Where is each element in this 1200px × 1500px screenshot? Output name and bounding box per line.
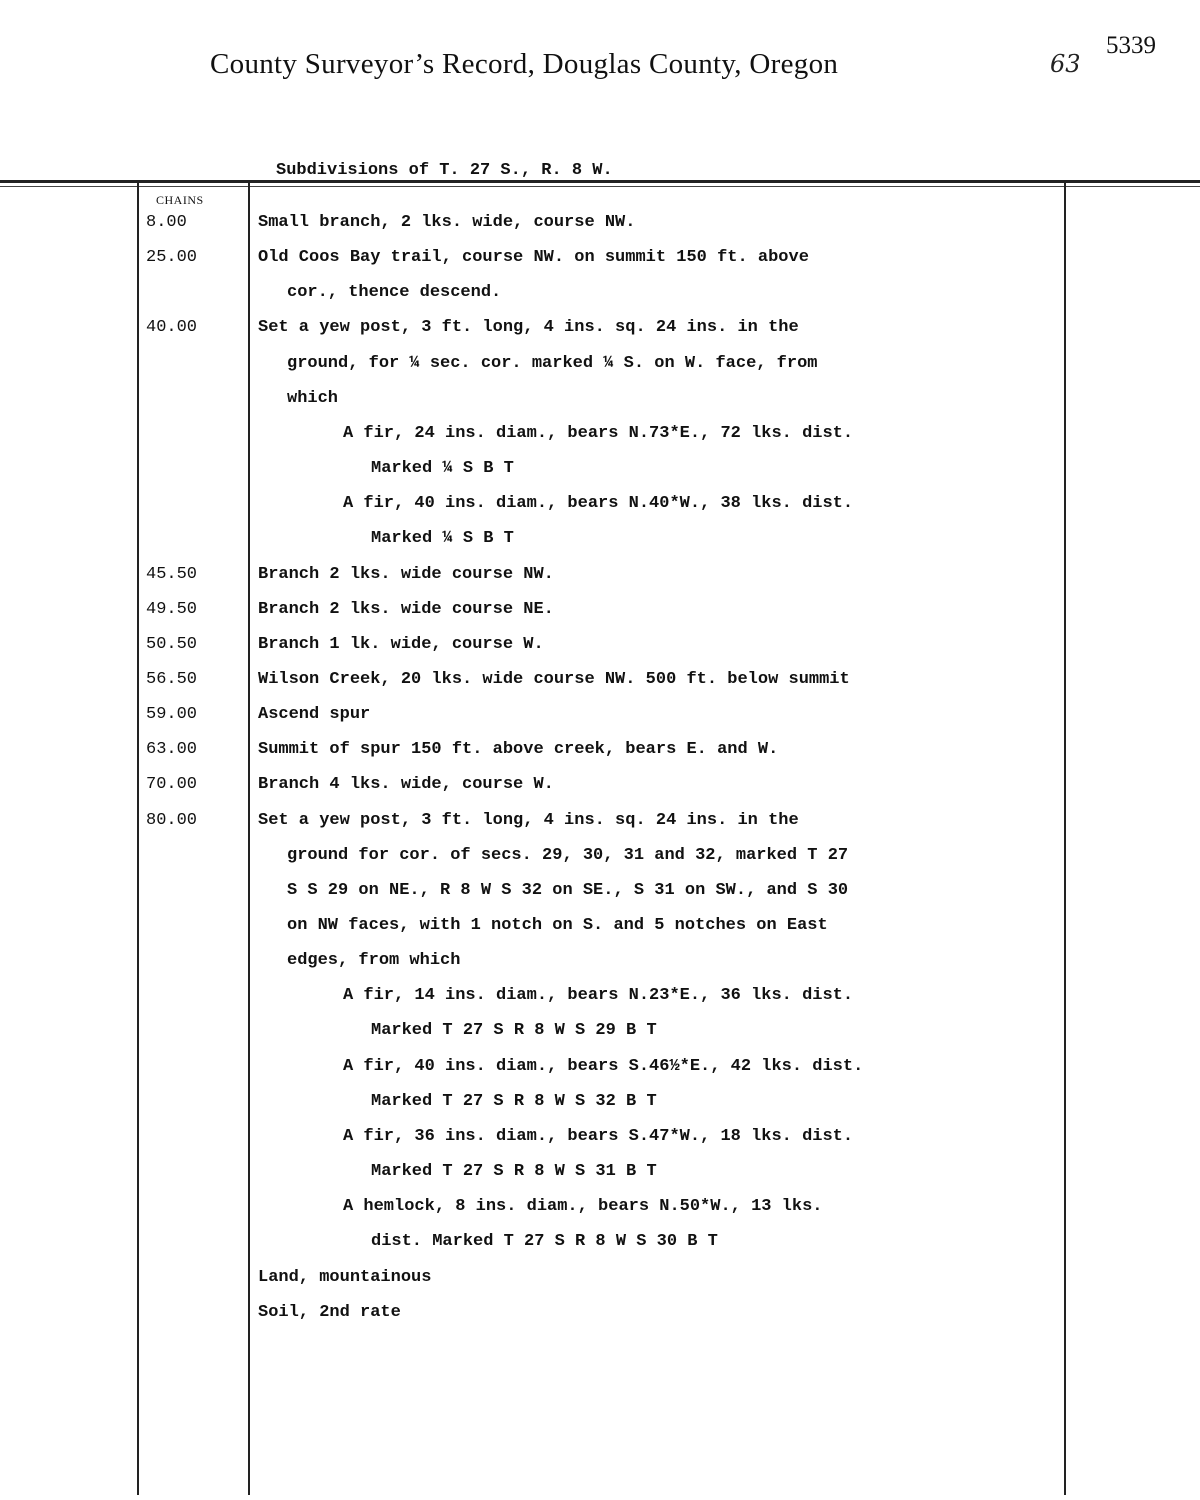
entry-line: S S 29 on NE., R 8 W S 32 on SE., S 31 on SW., and S 30 [287,880,849,900]
entry-line: Marked ¼ S B T [371,459,514,479]
chain-column-divider [248,180,250,1495]
entry-line: A fir, 24 ins. diam., bears N.73*E., 72 lks. dist. [343,423,854,443]
entry-line: Marked T 27 S R 8 W S 29 B T [371,1021,657,1041]
right-margin-line [1064,180,1066,1495]
entry-line: which [287,388,339,408]
entry-line: Ascend spur [258,705,371,725]
entry-line: A fir, 40 ins. diam., bears N.40*W., 38 lks. dist. [343,494,854,514]
chain-value: 70.00 [146,775,198,795]
entry-line: A fir, 14 ins. diam., bears N.23*E., 36 lks. dist. [343,986,854,1006]
chains-column-header: CHAINS [156,193,204,207]
entry-line: A hemlock, 8 ins. diam., bears N.50*W., 13 lks. [343,1197,823,1217]
chain-value: 45.50 [146,564,198,584]
entry-line: Summit of spur 150 ft. above creek, bears E. and W. [258,740,779,760]
chain-value: 50.50 [146,634,198,654]
handwritten-page-number: 63 [1050,50,1081,78]
chain-value: 59.00 [146,705,198,725]
record-number: 5339 [1106,32,1156,59]
chain-value: 80.00 [146,810,198,830]
entry-line: Small branch, 2 lks. wide, course NW. [258,213,636,232]
section-title: Subdivisions of T. 27 S., R. 8 W. [276,161,613,180]
entry-line: Old Coos Bay trail, course NW. on summit 150 ft. above [258,248,809,268]
chain-value: 8.00 [146,213,187,232]
left-margin-line [137,180,139,1495]
entry-line: Wilson Creek, 20 lks. wide course NW. 500 ft. below summit [258,669,850,689]
entry-line: A fir, 40 ins. diam., bears S.46½*E., 42 lks. dist. [343,1056,864,1076]
entry-line: Set a yew post, 3 ft. long, 4 ins. sq. 24 ins. in the [258,810,799,830]
entry-line: Soil, 2nd rate [258,1302,401,1322]
chain-value: 40.00 [146,318,198,338]
chain-value: 49.50 [146,599,198,619]
entry-line: Marked ¼ S B T [371,529,514,549]
entry-line: ground for cor. of secs. 29, 30, 31 and 32, marked T 27 [287,845,849,865]
entry-line: Branch 2 lks. wide course NW. [258,564,554,584]
header-rule-thin [0,186,1200,187]
entry-line: A fir, 36 ins. diam., bears S.47*W., 18 lks. dist. [343,1126,854,1146]
entry-line: ground, for ¼ sec. cor. marked ¼ S. on W. face, from [287,353,818,373]
entry-line: Branch 1 lk. wide, course W. [258,634,544,654]
chain-value: 56.50 [146,669,198,689]
entry-line: on NW faces, with 1 notch on S. and 5 notches on East [287,916,828,935]
entry-line: Branch 2 lks. wide course NE. [258,599,554,619]
entry-line: Marked T 27 S R 8 W S 31 B T [371,1162,657,1182]
entry-line: Land, mountainous [258,1267,432,1287]
entry-line: Set a yew post, 3 ft. long, 4 ins. sq. 24 ins. in the [258,318,799,338]
entry-line: Marked T 27 S R 8 W S 32 B T [371,1091,657,1111]
chain-value: 63.00 [146,740,198,760]
entry-line: dist. Marked T 27 S R 8 W S 30 B T [371,1232,718,1252]
entry-line: Branch 4 lks. wide, course W. [258,775,554,795]
entry-line: cor., thence descend. [287,283,502,303]
header-rule [0,180,1200,183]
entry-line: edges, from which [287,951,461,971]
chain-value: 25.00 [146,248,198,268]
page-title: County Surveyor’s Record, Douglas County, Oregon [210,48,839,80]
